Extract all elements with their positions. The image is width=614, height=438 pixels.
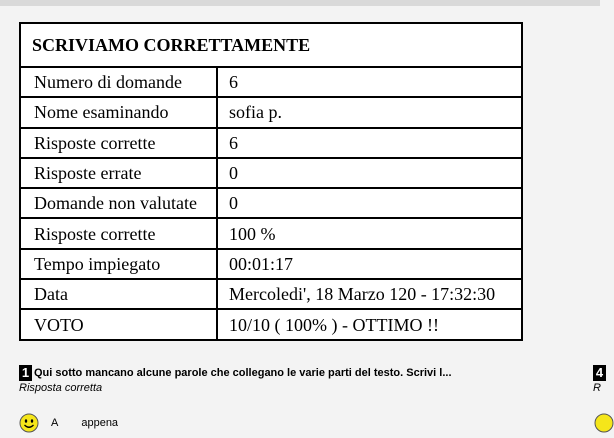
row-label: Data [20,279,217,309]
table-row [20,128,522,158]
question-status: Risposta corretta [19,382,103,394]
row-value: 00:01:17 [217,249,522,279]
row-label: Risposte errate [20,158,217,188]
question-header [19,365,452,381]
row-value: sofia p. [217,97,522,127]
row-label: Risposte corrette [20,218,217,248]
row-label: Tempo impiegato [20,249,217,279]
row-value: 0 [217,158,522,188]
row-label: VOTO [20,309,217,339]
results-table [19,22,523,341]
table-row [20,158,522,188]
row-label: Numero di domande [20,67,217,97]
table-row [20,188,522,218]
row-label: Risposte corrette [20,128,217,158]
table-row [20,309,522,339]
row-value: 10/10 ( 100% ) - OTTIMO !! [217,309,522,339]
row-value: 0 [217,188,522,218]
question-number-right: 4 [593,365,606,381]
answer-text: appena [81,417,119,429]
row-value: 100 % [217,218,522,248]
row-value: Mercoledi', 18 Marzo 120 - 17:32:30 [217,279,522,309]
top-strip [0,0,600,6]
table-row [20,67,522,97]
answer-row [19,413,118,433]
table-row [20,97,522,127]
row-value: 6 [217,128,522,158]
smiley-icon [594,413,614,433]
row-value: 6 [217,67,522,97]
question-text: Qui sotto mancano alcune parole che collegano le varie parti del testo. Scrivi l... [34,367,452,379]
table-row [20,279,522,309]
results-title-row [20,23,522,67]
smiley-icon [19,413,39,433]
row-label: Nome esaminando [20,97,217,127]
results-title: SCRIVIAMO CORRETTAMENTE [20,23,522,67]
row-label: Domande non valutate [20,188,217,218]
table-row [20,249,522,279]
question-status-right: R [593,382,601,394]
question-number: 1 [19,365,32,381]
table-row [20,218,522,248]
answer-letter: A [51,417,59,429]
